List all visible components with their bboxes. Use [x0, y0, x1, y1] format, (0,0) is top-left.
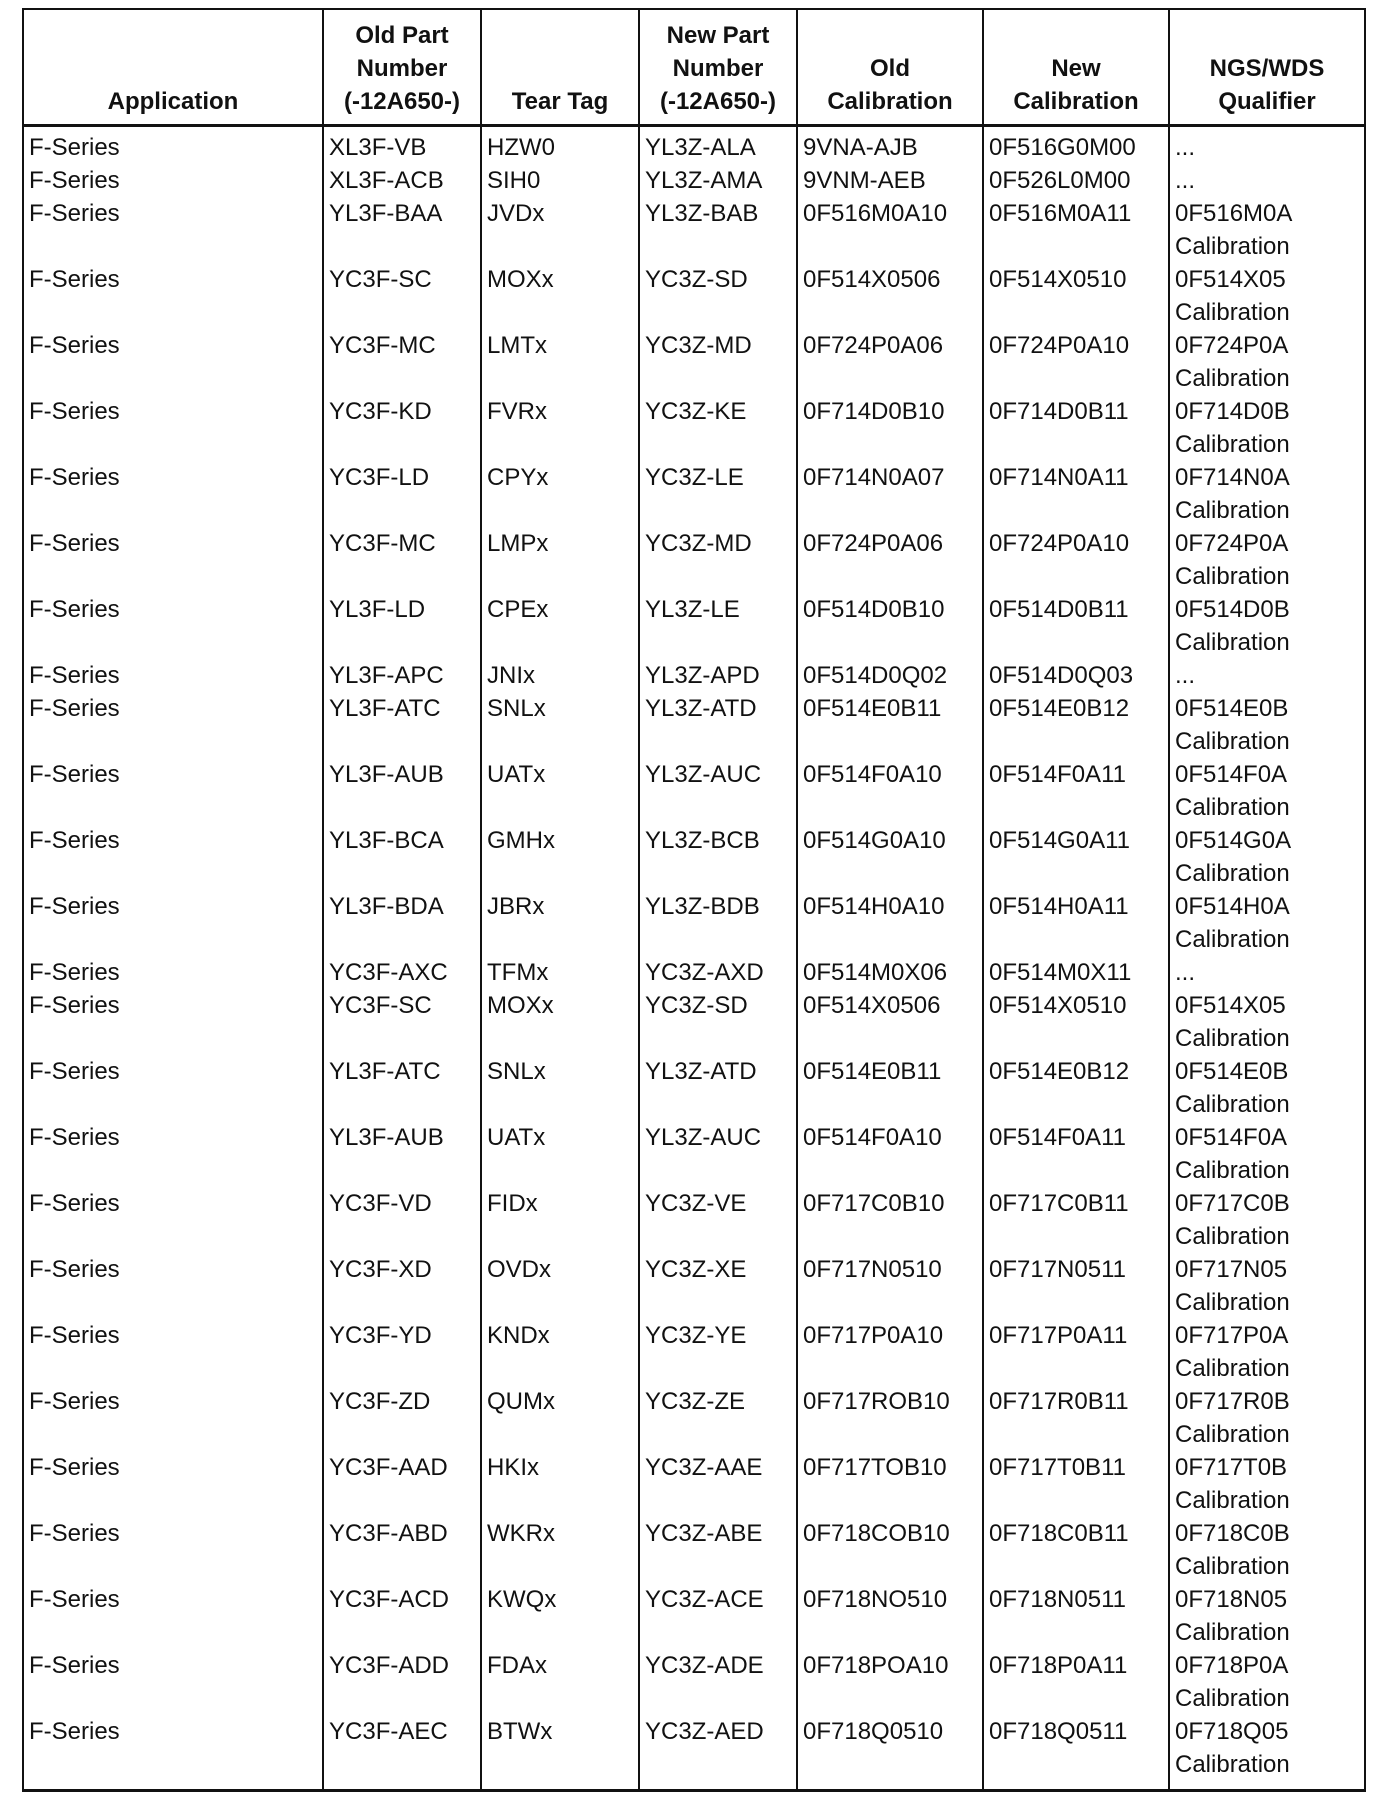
cell-qualifier: [1169, 1451, 1365, 1517]
qualifier-line: 0F717C0B: [1175, 1190, 1290, 1217]
cell-qualifier: [1169, 1385, 1365, 1451]
cell-new-part-number: YL3Z-ATD: [639, 692, 797, 758]
cell-new-part-number: YL3Z-AMA: [639, 164, 797, 197]
table-row: [23, 1055, 1365, 1121]
cell-old-calibration: 0F514D0Q02: [797, 659, 983, 692]
header-line: New Part: [666, 22, 770, 49]
cell-qualifier: [1169, 197, 1365, 263]
cell-application: F-Series: [23, 1517, 323, 1583]
qualifier-line: Calibration: [1175, 1223, 1290, 1250]
cell-qualifier: [1169, 956, 1365, 989]
cell-new-part-number: YC3Z-LE: [639, 461, 797, 527]
cell-new-part-number: YC3Z-ABE: [639, 1517, 797, 1583]
cell-application: F-Series: [23, 1055, 323, 1121]
cell-old-calibration: 0F724P0A06: [797, 527, 983, 593]
cell-application: F-Series: [23, 824, 323, 890]
cell-old-part-number: YC3F-ABD: [323, 1517, 481, 1583]
cell-new-part-number: YL3Z-LE: [639, 593, 797, 659]
cell-application: F-Series: [23, 395, 323, 461]
table-row: [23, 989, 1365, 1055]
cell-old-part-number: YC3F-SC: [323, 263, 481, 329]
cell-new-part-number: YC3Z-SD: [639, 263, 797, 329]
cell-old-calibration: 0F514X0506: [797, 263, 983, 329]
cell-new-calibration: 0F514G0A11: [983, 824, 1169, 890]
qualifier-line: 0F718N05: [1175, 1586, 1288, 1613]
cell-new-part-number: YC3Z-AAE: [639, 1451, 797, 1517]
cell-qualifier: [1169, 1055, 1365, 1121]
cell-new-calibration: 0F516G0M00: [983, 126, 1169, 165]
qualifier-line: Calibration: [1175, 1091, 1290, 1118]
cell-new-part-number: YC3Z-AED: [639, 1715, 797, 1791]
cell-new-calibration: 0F718N0511: [983, 1583, 1169, 1649]
cell-new-part-number: YC3Z-KE: [639, 395, 797, 461]
qualifier-line: Calibration: [1175, 1619, 1290, 1646]
qualifier-line: Calibration: [1175, 1157, 1290, 1184]
cell-qualifier: [1169, 1517, 1365, 1583]
header-line: Old Part: [355, 22, 449, 49]
cell-old-calibration: 9VNA-AJB: [797, 126, 983, 165]
qualifier-line: 0F717T0B: [1175, 1454, 1288, 1481]
header-line: NGS/WDS: [1209, 55, 1325, 82]
cell-new-part-number: YL3Z-AUC: [639, 758, 797, 824]
cell-old-part-number: YC3F-VD: [323, 1187, 481, 1253]
cell-tear-tag: SNLx: [481, 1055, 639, 1121]
cell-application: F-Series: [23, 329, 323, 395]
cell-tear-tag: UATx: [481, 758, 639, 824]
table-row: [23, 527, 1365, 593]
cell-tear-tag: UATx: [481, 1121, 639, 1187]
cell-old-calibration: 0F514H0A10: [797, 890, 983, 956]
cell-old-calibration: 0F514E0B11: [797, 692, 983, 758]
qualifier-line: Calibration: [1175, 1685, 1290, 1712]
cell-old-part-number: YC3F-AXC: [323, 956, 481, 989]
table-row: [23, 1649, 1365, 1715]
cell-tear-tag: WKRx: [481, 1517, 639, 1583]
qualifier-line: 0F514X05: [1175, 992, 1286, 1019]
qualifier-line: 0F714N0A: [1175, 464, 1290, 491]
calibration-table-document: [22, 8, 1364, 1792]
header-tear-tag: [481, 9, 639, 126]
cell-new-part-number: YC3Z-AXD: [639, 956, 797, 989]
cell-application: F-Series: [23, 1583, 323, 1649]
table-row: [23, 329, 1365, 395]
cell-new-calibration: 0F514D0Q03: [983, 659, 1169, 692]
cell-old-part-number: YL3F-ATC: [323, 1055, 481, 1121]
cell-application: F-Series: [23, 692, 323, 758]
cell-new-part-number: YL3Z-BAB: [639, 197, 797, 263]
cell-old-part-number: YC3F-ZD: [323, 1385, 481, 1451]
cell-application: F-Series: [23, 989, 323, 1055]
cell-new-part-number: YC3Z-ACE: [639, 1583, 797, 1649]
table-row: [23, 593, 1365, 659]
cell-new-part-number: YC3Z-XE: [639, 1253, 797, 1319]
cell-new-part-number: YL3Z-ATD: [639, 1055, 797, 1121]
table-row: [23, 126, 1365, 165]
qualifier-line: Calibration: [1175, 926, 1290, 953]
table-row: [23, 1583, 1365, 1649]
cell-new-part-number: YC3Z-SD: [639, 989, 797, 1055]
qualifier-line: 0F514E0B: [1175, 695, 1289, 722]
cell-application: F-Series: [23, 593, 323, 659]
cell-qualifier: [1169, 659, 1365, 692]
qualifier-line: 0F714D0B: [1175, 398, 1290, 425]
qualifier-line: ...: [1175, 662, 1196, 689]
qualifier-line: 0F717P0A: [1175, 1322, 1289, 1349]
cell-application: F-Series: [23, 1649, 323, 1715]
cell-qualifier: [1169, 890, 1365, 956]
cell-qualifier: [1169, 1253, 1365, 1319]
cell-tear-tag: MOXx: [481, 989, 639, 1055]
cell-qualifier: [1169, 126, 1365, 165]
cell-qualifier: [1169, 527, 1365, 593]
cell-tear-tag: SIH0: [481, 164, 639, 197]
cell-new-part-number: YC3Z-MD: [639, 527, 797, 593]
qualifier-line: 0F724P0A: [1175, 530, 1289, 557]
cell-qualifier: [1169, 824, 1365, 890]
cell-application: F-Series: [23, 1715, 323, 1791]
qualifier-line: 0F718P0A: [1175, 1652, 1289, 1679]
qualifier-line: 0F514G0A: [1175, 827, 1292, 854]
header-line: Number: [356, 55, 448, 82]
qualifier-line: Calibration: [1175, 1421, 1290, 1448]
cell-old-part-number: XL3F-ACB: [323, 164, 481, 197]
cell-old-part-number: XL3F-VB: [323, 126, 481, 165]
qualifier-line: Calibration: [1175, 1355, 1290, 1382]
table-row: [23, 1715, 1365, 1791]
cell-old-part-number: YL3F-AUB: [323, 758, 481, 824]
qualifier-line: 0F514F0A: [1175, 1124, 1288, 1151]
cell-old-calibration: 0F718COB10: [797, 1517, 983, 1583]
cell-qualifier: [1169, 1187, 1365, 1253]
qualifier-line: Calibration: [1175, 1025, 1290, 1052]
cell-new-calibration: 0F718C0B11: [983, 1517, 1169, 1583]
cell-old-part-number: YL3F-BAA: [323, 197, 481, 263]
qualifier-line: Calibration: [1175, 1487, 1290, 1514]
table-row: [23, 1319, 1365, 1385]
cell-tear-tag: KNDx: [481, 1319, 639, 1385]
cell-new-calibration: 0F514X0510: [983, 989, 1169, 1055]
cell-new-calibration: 0F516M0A11: [983, 197, 1169, 263]
header-new-calibration: [983, 9, 1169, 126]
cell-application: F-Series: [23, 890, 323, 956]
qualifier-line: 0F514H0A: [1175, 893, 1290, 920]
cell-new-part-number: YC3Z-ZE: [639, 1385, 797, 1451]
cell-old-part-number: YC3F-AEC: [323, 1715, 481, 1791]
qualifier-line: ...: [1175, 959, 1196, 986]
cell-old-calibration: 0F717C0B10: [797, 1187, 983, 1253]
cell-new-part-number: YC3Z-MD: [639, 329, 797, 395]
cell-old-part-number: YC3F-KD: [323, 395, 481, 461]
cell-old-part-number: YC3F-LD: [323, 461, 481, 527]
qualifier-line: Calibration: [1175, 1289, 1290, 1316]
cell-tear-tag: JBRx: [481, 890, 639, 956]
cell-new-calibration: 0F717C0B11: [983, 1187, 1169, 1253]
cell-tear-tag: FDAx: [481, 1649, 639, 1715]
cell-old-calibration: 0F514F0A10: [797, 758, 983, 824]
cell-old-calibration: 0F718POA10: [797, 1649, 983, 1715]
cell-qualifier: [1169, 758, 1365, 824]
qualifier-line: ...: [1175, 134, 1196, 161]
cell-tear-tag: SNLx: [481, 692, 639, 758]
table-row: [23, 659, 1365, 692]
cell-qualifier: [1169, 1319, 1365, 1385]
cell-old-part-number: YC3F-SC: [323, 989, 481, 1055]
cell-tear-tag: HZW0: [481, 126, 639, 165]
cell-new-calibration: 0F514D0B11: [983, 593, 1169, 659]
cell-old-calibration: 0F717ROB10: [797, 1385, 983, 1451]
cell-old-calibration: 0F718NO510: [797, 1583, 983, 1649]
qualifier-line: 0F514D0B: [1175, 596, 1290, 623]
cell-tear-tag: CPEx: [481, 593, 639, 659]
cell-qualifier: [1169, 1715, 1365, 1791]
cell-new-part-number: YL3Z-BCB: [639, 824, 797, 890]
cell-application: F-Series: [23, 263, 323, 329]
qualifier-line: ...: [1175, 167, 1196, 194]
cell-old-part-number: YC3F-YD: [323, 1319, 481, 1385]
cell-new-calibration: 0F714D0B11: [983, 395, 1169, 461]
cell-new-calibration: 0F714N0A11: [983, 461, 1169, 527]
table-row: [23, 824, 1365, 890]
cell-old-part-number: YL3F-ATC: [323, 692, 481, 758]
cell-qualifier: [1169, 692, 1365, 758]
cell-old-part-number: YL3F-BDA: [323, 890, 481, 956]
cell-qualifier: [1169, 593, 1365, 659]
table-row: [23, 1121, 1365, 1187]
cell-old-calibration: 0F514E0B11: [797, 1055, 983, 1121]
cell-new-calibration: 0F514E0B12: [983, 1055, 1169, 1121]
header-ngs-wds-qualifier: [1169, 9, 1365, 126]
header-line: Calibration: [827, 88, 953, 115]
table-row: [23, 1253, 1365, 1319]
cell-new-part-number: YL3Z-APD: [639, 659, 797, 692]
cell-qualifier: [1169, 989, 1365, 1055]
cell-new-calibration: 0F514H0A11: [983, 890, 1169, 956]
cell-old-calibration: 0F514F0A10: [797, 1121, 983, 1187]
cell-qualifier: [1169, 329, 1365, 395]
cell-application: F-Series: [23, 956, 323, 989]
table-body: [23, 126, 1365, 1791]
table-row: [23, 890, 1365, 956]
cell-new-calibration: 0F724P0A10: [983, 329, 1169, 395]
cell-new-calibration: 0F717T0B11: [983, 1451, 1169, 1517]
cell-application: F-Series: [23, 1385, 323, 1451]
cell-new-calibration: 0F717P0A11: [983, 1319, 1169, 1385]
header-line: (-12A650-): [343, 88, 461, 115]
header-line: New: [1051, 55, 1101, 82]
cell-qualifier: [1169, 1649, 1365, 1715]
table-row: [23, 758, 1365, 824]
cell-tear-tag: KWQx: [481, 1583, 639, 1649]
table-row: [23, 395, 1365, 461]
qualifier-line: Calibration: [1175, 431, 1290, 458]
cell-application: F-Series: [23, 197, 323, 263]
qualifier-line: Calibration: [1175, 794, 1290, 821]
cell-new-calibration: 0F718Q0511: [983, 1715, 1169, 1791]
cell-application: F-Series: [23, 461, 323, 527]
header-line: Tear Tag: [511, 88, 609, 115]
cell-new-part-number: YC3Z-ADE: [639, 1649, 797, 1715]
cell-old-calibration: 0F514D0B10: [797, 593, 983, 659]
qualifier-line: Calibration: [1175, 728, 1290, 755]
table-row: [23, 1187, 1365, 1253]
cell-tear-tag: BTWx: [481, 1715, 639, 1791]
cell-new-calibration: 0F526L0M00: [983, 164, 1169, 197]
cell-old-part-number: YL3F-BCA: [323, 824, 481, 890]
qualifier-line: 0F514X05: [1175, 266, 1286, 293]
cell-qualifier: [1169, 1583, 1365, 1649]
table-row: [23, 263, 1365, 329]
cell-old-part-number: YL3F-APC: [323, 659, 481, 692]
cell-tear-tag: GMHx: [481, 824, 639, 890]
cell-application: F-Series: [23, 758, 323, 824]
qualifier-line: Calibration: [1175, 497, 1290, 524]
table-header-row: [23, 9, 1365, 126]
table-row: [23, 1385, 1365, 1451]
cell-new-calibration: 0F717N0511: [983, 1253, 1169, 1319]
qualifier-line: Calibration: [1175, 233, 1290, 260]
cell-application: F-Series: [23, 1187, 323, 1253]
header-new-part-number: [639, 9, 797, 126]
cell-qualifier: [1169, 395, 1365, 461]
cell-application: F-Series: [23, 1253, 323, 1319]
qualifier-line: Calibration: [1175, 860, 1290, 887]
table-row: [23, 461, 1365, 527]
cell-old-part-number: YL3F-AUB: [323, 1121, 481, 1187]
cell-old-part-number: YC3F-AAD: [323, 1451, 481, 1517]
table-row: [23, 1451, 1365, 1517]
cell-qualifier: [1169, 1121, 1365, 1187]
table-row: [23, 164, 1365, 197]
qualifier-line: 0F514E0B: [1175, 1058, 1289, 1085]
qualifier-line: 0F718Q05: [1175, 1718, 1289, 1745]
cell-application: F-Series: [23, 527, 323, 593]
qualifier-line: Calibration: [1175, 1553, 1290, 1580]
table-row: [23, 956, 1365, 989]
cell-old-calibration: 0F724P0A06: [797, 329, 983, 395]
table-row: [23, 1517, 1365, 1583]
cell-old-part-number: YC3F-XD: [323, 1253, 481, 1319]
cell-new-calibration: 0F724P0A10: [983, 527, 1169, 593]
qualifier-line: 0F717R0B: [1175, 1388, 1290, 1415]
header-old-calibration: [797, 9, 983, 126]
cell-tear-tag: CPYx: [481, 461, 639, 527]
cell-old-part-number: YC3F-MC: [323, 527, 481, 593]
cell-new-part-number: YL3Z-BDB: [639, 890, 797, 956]
cell-qualifier: [1169, 461, 1365, 527]
cell-old-calibration: 0F714D0B10: [797, 395, 983, 461]
header-line: Qualifier: [1218, 88, 1316, 115]
cell-qualifier: [1169, 164, 1365, 197]
cell-new-calibration: 0F514M0X11: [983, 956, 1169, 989]
cell-tear-tag: LMPx: [481, 527, 639, 593]
cell-qualifier: [1169, 263, 1365, 329]
qualifier-line: 0F516M0A: [1175, 200, 1293, 227]
cell-application: F-Series: [23, 1451, 323, 1517]
cell-old-calibration: 0F514X0506: [797, 989, 983, 1055]
cell-new-calibration: 0F718P0A11: [983, 1649, 1169, 1715]
qualifier-line: 0F718C0B: [1175, 1520, 1290, 1547]
cell-new-calibration: 0F717R0B11: [983, 1385, 1169, 1451]
qualifier-line: 0F717N05: [1175, 1256, 1288, 1283]
header-line: Calibration: [1013, 88, 1139, 115]
cell-old-calibration: 0F514G0A10: [797, 824, 983, 890]
cell-old-calibration: 0F718Q0510: [797, 1715, 983, 1791]
cell-application: F-Series: [23, 126, 323, 165]
cell-new-part-number: YL3Z-ALA: [639, 126, 797, 165]
qualifier-line: 0F724P0A: [1175, 332, 1289, 359]
cell-tear-tag: FIDx: [481, 1187, 639, 1253]
calibration-table: [22, 8, 1366, 1792]
header-line: Number: [672, 55, 764, 82]
cell-new-part-number: YL3Z-AUC: [639, 1121, 797, 1187]
cell-new-calibration: 0F514X0510: [983, 263, 1169, 329]
cell-application: F-Series: [23, 1319, 323, 1385]
qualifier-line: Calibration: [1175, 563, 1290, 590]
cell-tear-tag: TFMx: [481, 956, 639, 989]
cell-old-part-number: YL3F-LD: [323, 593, 481, 659]
cell-application: F-Series: [23, 659, 323, 692]
table-row: [23, 197, 1365, 263]
qualifier-line: Calibration: [1175, 365, 1290, 392]
cell-tear-tag: QUMx: [481, 1385, 639, 1451]
cell-tear-tag: MOXx: [481, 263, 639, 329]
cell-application: F-Series: [23, 164, 323, 197]
cell-new-calibration: 0F514F0A11: [983, 758, 1169, 824]
header-line: (-12A650-): [659, 88, 777, 115]
cell-tear-tag: JNIx: [481, 659, 639, 692]
cell-old-calibration: 0F717N0510: [797, 1253, 983, 1319]
cell-old-part-number: YC3F-ACD: [323, 1583, 481, 1649]
header-line: Old: [870, 55, 910, 82]
cell-old-calibration: 0F514M0X06: [797, 956, 983, 989]
cell-old-calibration: 9VNM-AEB: [797, 164, 983, 197]
cell-old-calibration: 0F717TOB10: [797, 1451, 983, 1517]
header-old-part-number: [323, 9, 481, 126]
cell-new-part-number: YC3Z-YE: [639, 1319, 797, 1385]
cell-tear-tag: JVDx: [481, 197, 639, 263]
table-row: [23, 692, 1365, 758]
header-line: Application: [107, 88, 239, 115]
cell-new-calibration: 0F514F0A11: [983, 1121, 1169, 1187]
cell-new-calibration: 0F514E0B12: [983, 692, 1169, 758]
qualifier-line: Calibration: [1175, 629, 1290, 656]
qualifier-line: Calibration: [1175, 1751, 1290, 1778]
cell-new-part-number: YC3Z-VE: [639, 1187, 797, 1253]
qualifier-line: Calibration: [1175, 299, 1290, 326]
cell-old-calibration: 0F516M0A10: [797, 197, 983, 263]
cell-tear-tag: LMTx: [481, 329, 639, 395]
cell-old-calibration: 0F717P0A10: [797, 1319, 983, 1385]
cell-old-calibration: 0F714N0A07: [797, 461, 983, 527]
header-application: [23, 9, 323, 126]
cell-application: F-Series: [23, 1121, 323, 1187]
cell-tear-tag: OVDx: [481, 1253, 639, 1319]
cell-tear-tag: HKIx: [481, 1451, 639, 1517]
cell-tear-tag: FVRx: [481, 395, 639, 461]
qualifier-line: 0F514F0A: [1175, 761, 1288, 788]
cell-old-part-number: YC3F-MC: [323, 329, 481, 395]
cell-old-part-number: YC3F-ADD: [323, 1649, 481, 1715]
